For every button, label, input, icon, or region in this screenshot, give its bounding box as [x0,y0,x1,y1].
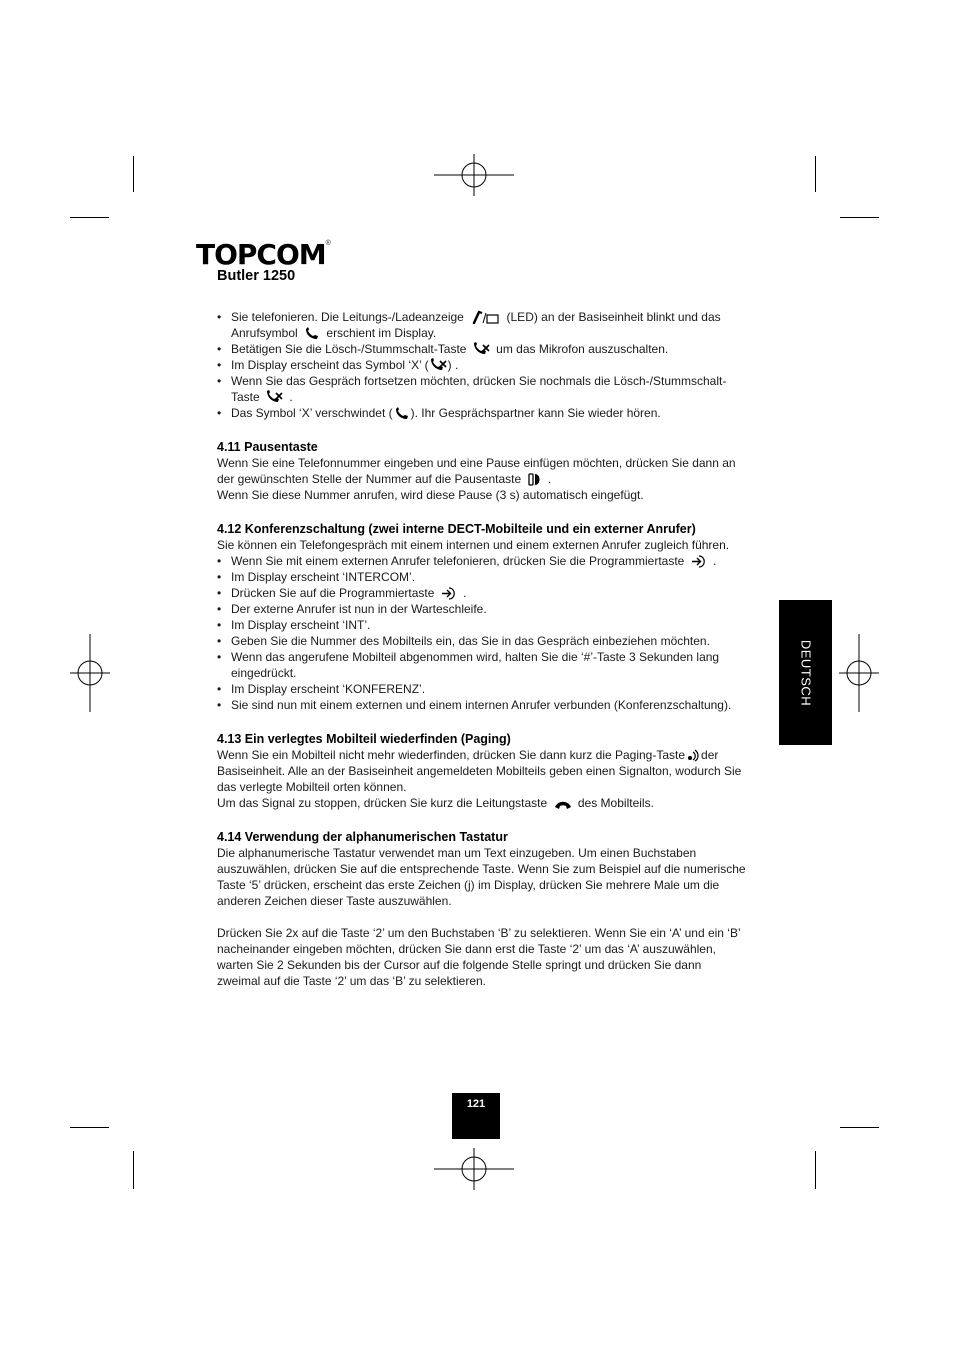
section-heading-4-11: 4.11 Pausentaste [217,440,318,454]
program-icon [691,555,707,568]
paragraph: Wenn Sie diese Nummer anrufen, wird diese Pause (3 s) automatisch eingefügt. [217,488,644,502]
list-item: • Wenn das angerufene Mobilteil abgenommen wird, halten Sie die ‘#’-Taste 3 Sekunden lang eingedrückt. [217,649,747,681]
crop-mark [133,156,134,192]
crop-mark [70,217,109,218]
crop-mark [815,156,816,192]
registration-mark-bottom [434,1148,514,1190]
registration-mark-top [434,154,514,196]
registered-mark: ® [325,240,331,247]
list-item: • Der externe Anrufer ist nun in der Warteschleife. [217,601,747,617]
list-item: • Sie sind nun mit einem externen und einem internen Anrufer verbunden (Konferenzschaltung). [217,697,747,713]
paragraph: Um das Signal zu stoppen, drücken Sie kurz die Leitungstaste des Mobilteils. [217,796,654,810]
page-number: 121 [452,1093,500,1139]
conference-bullet-list [217,553,747,713]
model-name: Butler 1250 [217,268,296,284]
list-item: • Sie telefonieren. Die Leitungs-/Ladeanzeige (LED) an der Basiseinheit blinkt und das Anrufsymbol erschient im Display. [217,309,747,341]
phone-icon [304,327,320,340]
paragraph: Sie können ein Telefongespräch mit einem internen und einem externen Anrufer zugleich führen. [217,538,730,552]
list-item: • Geben Sie die Nummer des Mobilteils ein, das Sie in das Gespräch einbeziehen möchten. [217,633,747,649]
paragraph: Die alphanumerische Tastatur verwendet man um Text einzugeben. Um einen Buchstaben auszuwählen, drücken Sie auf die entsprechende Taste. Wenn Sie zum Beispiel auf die numerische Taste ‘5’ drücken, erscheint das erste Zeichen (j) im Display, drücken Sie mehrere Male um die anderen Zeichen dieser Taste auszuwählen. [217,846,746,908]
pause-icon [528,473,542,486]
intro-bullet-list [217,309,747,421]
list-item: • Im Display erscheint ‘INTERCOM’. [217,569,747,585]
list-item: • Wenn Sie mit einem externen Anrufer telefonieren, drücken Sie die Programmiertaste . [217,553,747,569]
language-tab [779,600,832,745]
paragraph: Wenn Sie eine Telefonnummer eingeben und eine Pause einfügen möchten, drücken Sie dann an der gewünschten Stelle der Nummer auf die Pausentaste . [217,456,736,486]
section-heading-4-14: 4.14 Verwendung der alphanumerischen Tastatur [217,830,508,844]
crop-mark [133,1151,134,1189]
list-item: • Im Display erscheint ‘KONFERENZ’. [217,681,747,697]
phone-icon [394,407,410,420]
crop-mark [840,217,879,218]
list-item: • Im Display erscheint das Symbol ‘X’ ( ) . [217,357,747,373]
mute-icon [473,342,490,356]
logo-wordmark: TOPCOM [196,238,326,271]
page-content [217,309,747,989]
list-item: • Das Symbol ‘X’ verschwindet ( ). Ihr Gesprächspartner kann Sie wieder hören. [217,405,747,421]
paragraph: Wenn Sie ein Mobilteil nicht mehr wiederfinden, drücken Sie dann kurz die Paging-Taste der Basiseinheit. Alle an der Basiseinheit angemeldeten Mobilteils geben einen Signalton, wodurch Sie das verlegte Mobilteil orten können. [217,748,742,794]
registration-mark-right [839,634,879,712]
list-item: • Betätigen Sie die Lösch-/Stummschalt-Taste um das Mikrofon auszuschalten. [217,341,747,357]
line-led-icon [470,310,500,324]
crop-mark [70,1127,109,1128]
line-key-icon [554,800,572,810]
crop-mark [815,1151,816,1189]
mute-icon [430,358,447,372]
registration-mark-left [70,634,110,712]
topcom-logo [196,240,331,270]
paragraph: Drücken Sie 2x auf die Taste ‘2’ um den Buchstaben ‘B’ zu selektieren. Wenn Sie ein ‘A’ und ein ‘B’ nacheinander eingeben möchten, drücken Sie dann erst die Taste ‘2’ um das ‘A’ auszuwählen, warten Sie 2 Sekunden bis der Cursor auf die folgende Stelle springt und drücken Sie dann zweimal auf die Taste ‘2’ um das ‘B’ zu selektieren. [217,926,741,988]
list-item: • Wenn Sie das Gespräch fortsetzen möchten, drücken Sie nochmals die Lösch-/Stummschalt-Taste . [217,373,747,405]
section-heading-4-13: 4.13 Ein verlegtes Mobilteil wiederfinden (Paging) [217,732,511,746]
paging-icon [687,749,699,762]
program-icon [441,587,457,600]
section-heading-4-12: 4.12 Konferenzschaltung (zwei interne DECT-Mobilteile und ein externer Anrufer) [217,522,696,536]
crop-mark [840,1127,879,1128]
list-item: • Im Display erscheint ‘INT’. [217,617,747,633]
list-item: • Drücken Sie auf die Programmiertaste . [217,585,747,601]
language-tab-label: DEUTSCH [798,639,813,706]
mute-icon [266,390,283,404]
